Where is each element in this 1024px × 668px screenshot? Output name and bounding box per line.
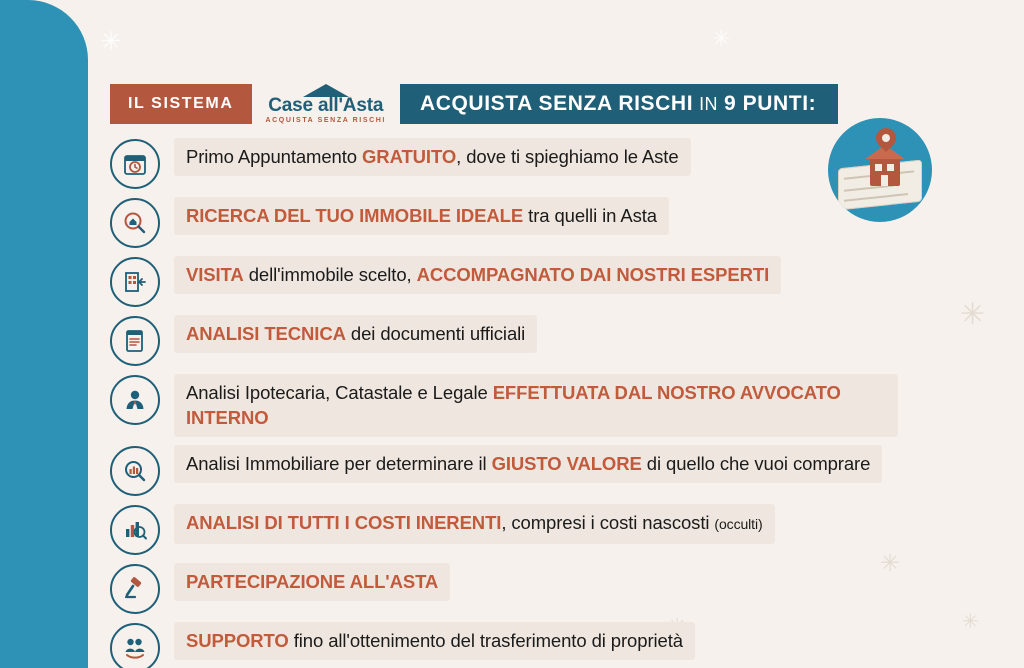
header-title [400, 84, 838, 124]
list-item [110, 504, 910, 555]
list-item-text: PARTECIPAZIONE ALL'ASTA [174, 563, 450, 601]
chart-magnifier-icon [110, 446, 160, 496]
header-bar [110, 84, 838, 124]
lawyer-person-icon [110, 375, 160, 425]
sparkle-icon: ✳ [960, 298, 986, 331]
roof-icon [303, 84, 349, 97]
header-title-connector: IN [699, 93, 718, 114]
list-item [110, 622, 910, 668]
sparkle-icon: ✳ [962, 611, 979, 633]
bar-chart-magnifier-icon [110, 505, 160, 555]
list-item-text: RICERCA DEL TUO IMMOBILE IDEALE tra quelli in Asta [174, 197, 669, 235]
sparkle-icon: ✳ [100, 26, 122, 56]
brand-logo [252, 84, 400, 124]
list-item-text: Analisi Immobiliare per determinare il GIUSTO VALORE di quello che vuoi comprare [174, 445, 882, 483]
list-item-text: Analisi Ipotecaria, Catastale e Legale EFFETTUATA DAL NOSTRO AVVOCATO INTERNO [174, 374, 898, 437]
gavel-icon [110, 564, 160, 614]
list-item-text: Primo Appuntamento GRATUITO, dove ti spieghiamo le Aste [174, 138, 691, 176]
list-item-text: SUPPORTO fino all'ottenimento del trasferimento di proprietà [174, 622, 695, 660]
magnifier-house-icon [110, 198, 160, 248]
sparkle-icon: ✳ [712, 26, 731, 51]
brand-tagline: ACQUISTA SENZA RISCHI [265, 117, 386, 124]
building-visit-icon [110, 257, 160, 307]
points-list [110, 138, 910, 668]
list-item-text: ANALISI TECNICA dei documenti ufficiali [174, 315, 537, 353]
list-item [110, 563, 910, 614]
document-checklist-icon [110, 316, 160, 366]
calendar-clock-icon [110, 139, 160, 189]
list-item [110, 256, 910, 307]
handshake-support-icon [110, 623, 160, 668]
brand-name: Case all'Asta [268, 95, 384, 116]
sparkle-icon: ✳ [880, 550, 901, 577]
list-item-text: ANALISI DI TUTTI I COSTI INERENTI, compresi i costi nascosti (occulti) [174, 504, 775, 544]
list-item [110, 374, 910, 437]
list-item [110, 315, 910, 366]
list-item [110, 445, 910, 496]
left-color-band [0, 0, 88, 668]
list-item-text: VISITA dell'immobile scelto, ACCOMPAGNATO DAI NOSTRI ESPERTI [174, 256, 781, 294]
list-item [110, 138, 910, 189]
header-title-part1: ACQUISTA SENZA RISCHI [419, 92, 694, 115]
header-title-part2: 9 PUNTI: [723, 92, 817, 115]
header-system-label: IL SISTEMA [110, 84, 252, 124]
list-item [110, 197, 910, 248]
